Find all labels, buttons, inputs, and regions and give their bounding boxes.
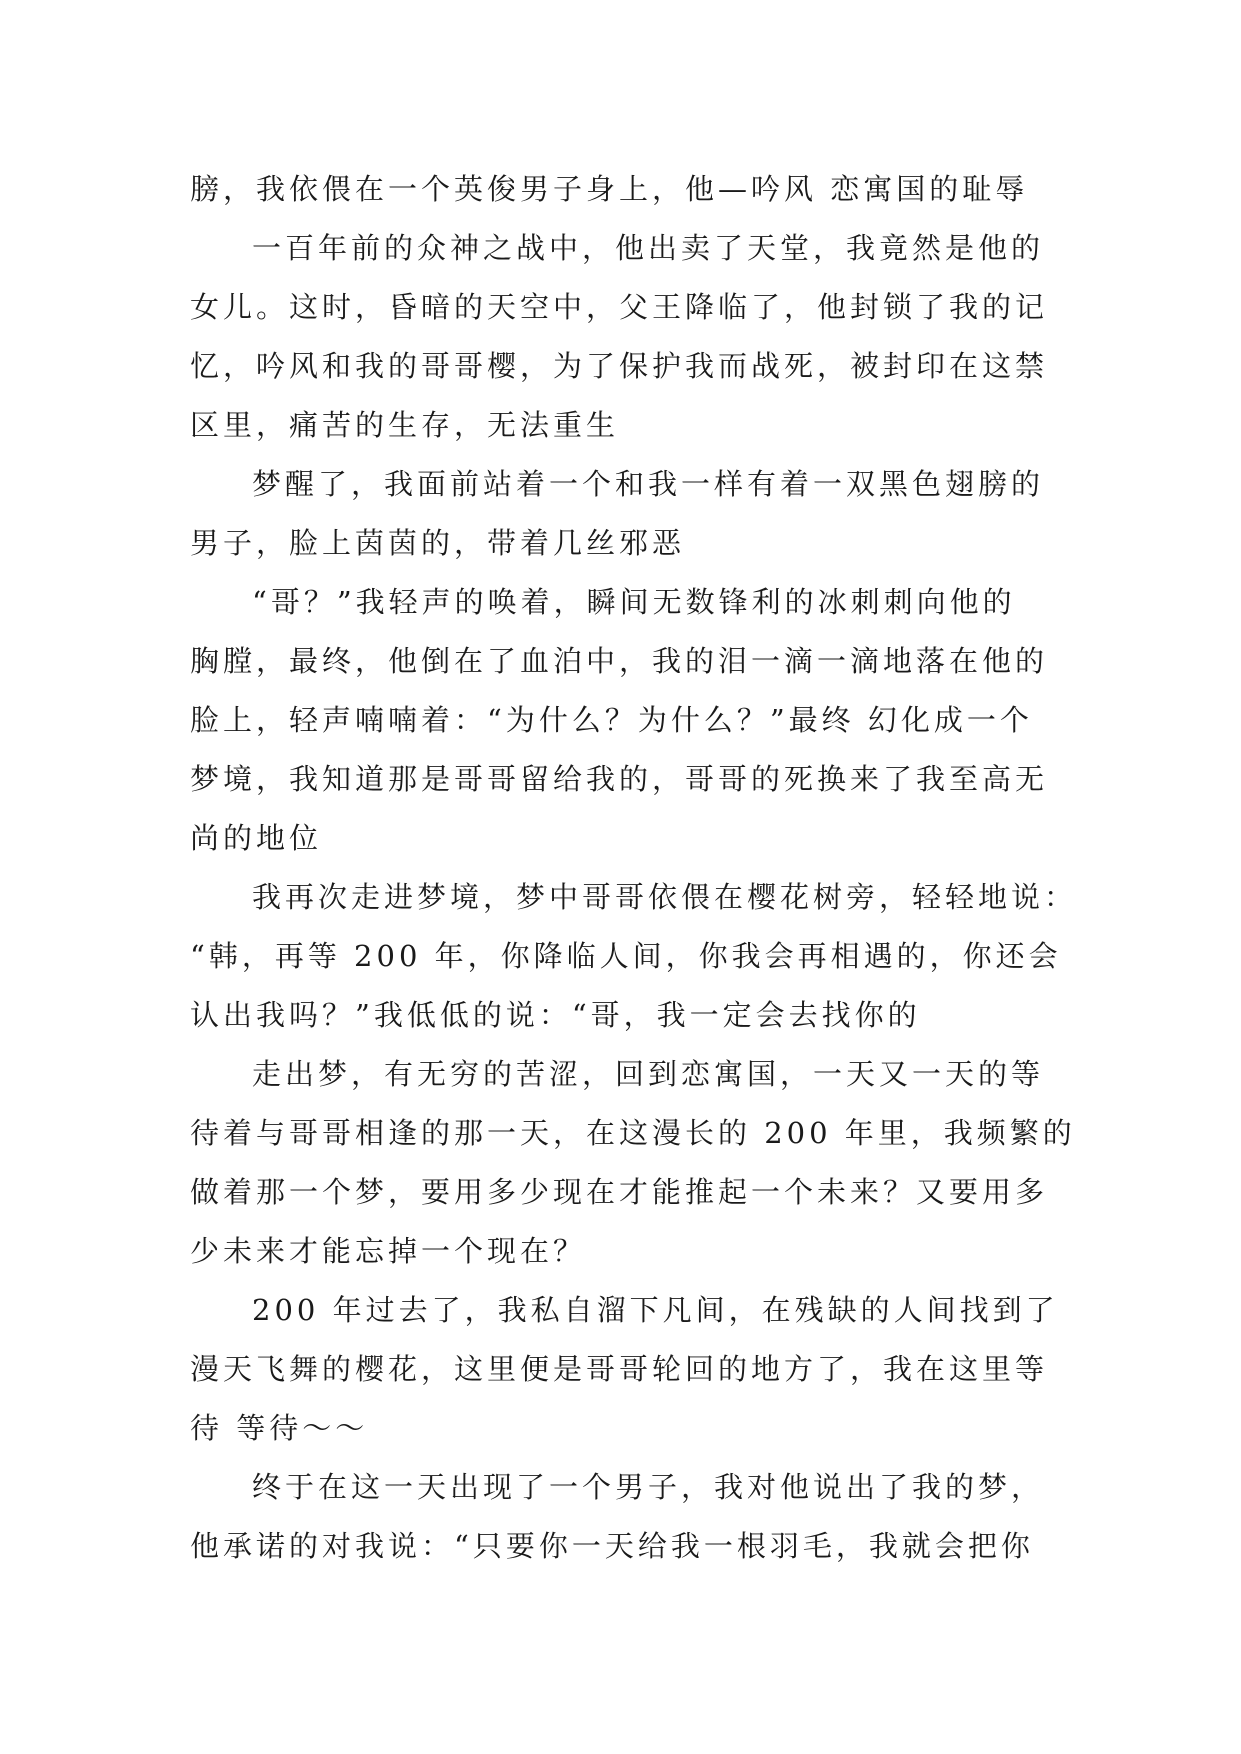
text-line: 忆，吟风和我的哥哥樱，为了保护我而战死，被封印在这禁 xyxy=(190,349,1049,383)
text-line: 他承诺的对我说：“只要你一天给我一根羽毛，我就会把你 xyxy=(190,1529,1034,1563)
text-line: 少未来才能忘掉一个现在？ xyxy=(190,1234,587,1268)
text-line: “哥？”我轻声的唤着，瞬间无数锋利的冰刺刺向他的 xyxy=(252,585,1016,619)
document-page xyxy=(190,160,1078,1576)
text-line: 女儿。这时，昏暗的天空中，父王降临了，他封锁了我的记 xyxy=(190,290,1049,324)
text-line: 走出梦，有无穷的苦涩，回到恋寓国，一天又一天的等 xyxy=(252,1057,1045,1091)
text-line: 一百年前的众神之战中，他出卖了天堂，我竟然是他的 xyxy=(252,231,1045,265)
text-line: 认出我吗？”我低低的说：“哥，我一定会去找你的 xyxy=(190,998,921,1032)
text-line: 待着与哥哥相逢的那一天，在这漫长的 200 年里，我频繁的 xyxy=(190,1116,1076,1150)
text-line: 胸膛，最终，他倒在了血泊中，我的泪一滴一滴地落在他的 xyxy=(190,644,1049,678)
text-line: 我再次走进梦境，梦中哥哥依偎在樱花树旁，轻轻地说： xyxy=(252,880,1078,914)
text-line: 膀，我依偎在一个英俊男子身上，他—吟风 恋寓国的耻辱 xyxy=(190,172,1029,206)
text-line: 脸上，轻声喃喃着：“为什么？为什么？”最终 幻化成一个 xyxy=(190,703,1033,737)
text-line: “韩，再等 200 年，你降临人间，你我会再相遇的，你还会 xyxy=(190,939,1062,973)
text-line: 漫天飞舞的樱花，这里便是哥哥轮回的地方了，我在这里等 xyxy=(190,1352,1049,1386)
text-line: 男子，脸上茵茵的，带着几丝邪恶 xyxy=(190,526,686,560)
text-line: 尚的地位 xyxy=(190,821,323,855)
text-line: 终于在这一天出现了一个男子，我对他说出了我的梦， xyxy=(252,1470,1045,1504)
text-line: 待 等待～～ xyxy=(190,1411,369,1445)
text-line: 区里，痛苦的生存，无法重生 xyxy=(190,408,620,442)
text-line: 做着那一个梦，要用多少现在才能推起一个未来？又要用多 xyxy=(190,1175,1049,1209)
text-line: 梦醒了，我面前站着一个和我一样有着一双黑色翅膀的 xyxy=(252,467,1045,501)
text-line: 梦境，我知道那是哥哥留给我的，哥哥的死换来了我至高无 xyxy=(190,762,1049,796)
text-line: 200 年过去了，我私自溜下凡间，在残缺的人间找到了 xyxy=(252,1293,1059,1327)
